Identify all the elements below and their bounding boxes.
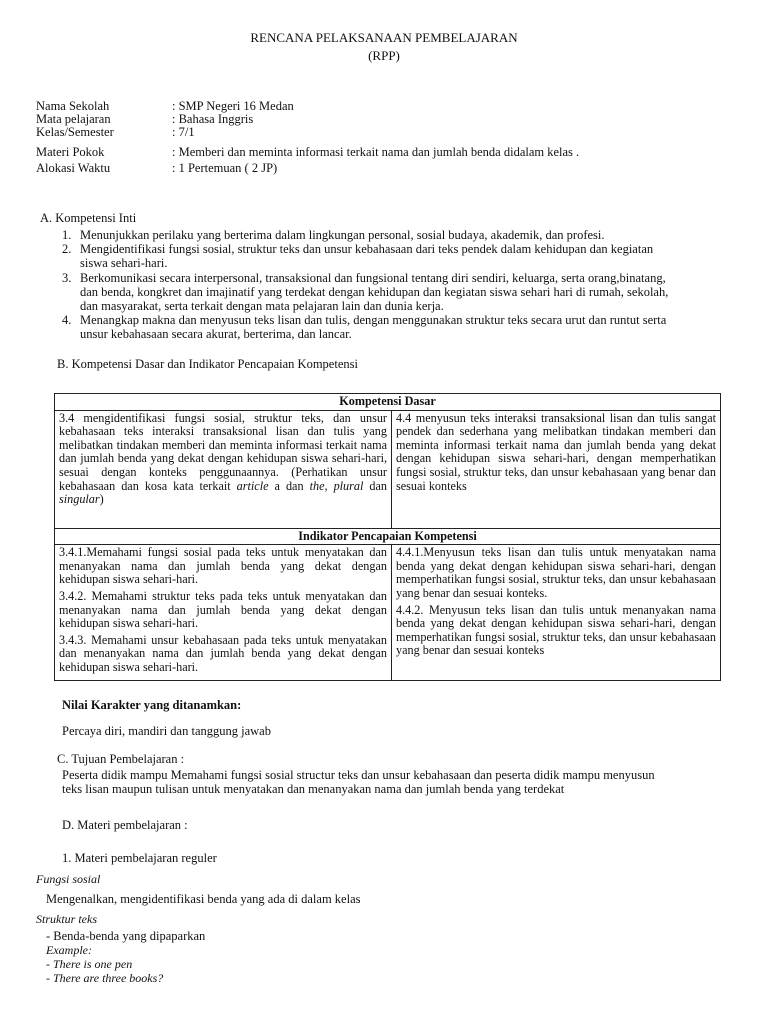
tujuan-line-2: teks lisan maupun tulisan untuk menyatakan dan menanyakan nama dan jumlah benda yang terdekat bbox=[62, 782, 565, 796]
ki-number: 4. bbox=[62, 313, 72, 328]
kd-text-a-dan: a dan bbox=[268, 478, 310, 493]
identity-value-materi: : Memberi dan meminta informasi terkait nama dan jumlah benda didalam kelas . bbox=[172, 145, 580, 159]
ki-item-2 bbox=[62, 242, 742, 270]
kd-text-comma: , bbox=[324, 478, 334, 493]
kd-header: Kompetensi Dasar bbox=[55, 394, 721, 411]
struktur-item: - Benda-benda yang dipaparkan bbox=[46, 929, 206, 943]
identity-value-sekolah: : SMP Negeri 16 Medan bbox=[172, 99, 294, 113]
kd-term-the: the bbox=[309, 478, 325, 493]
identity-label-mapel: Mata pelajaran bbox=[36, 112, 111, 126]
kd-term-singular: singular bbox=[59, 492, 100, 507]
ipk-left-cell bbox=[55, 545, 392, 681]
materi-reguler: 1. Materi pembelajaran reguler bbox=[62, 851, 217, 865]
ki-item-4 bbox=[62, 313, 742, 341]
document-title: RENCANA PELAKSANAAN PEMBELAJARAN bbox=[250, 30, 518, 45]
kompetensi-inti-list bbox=[62, 228, 742, 342]
ki-number: 3. bbox=[62, 270, 72, 285]
section-a-heading: A. Kompetensi Inti bbox=[40, 211, 137, 225]
kompetensi-table bbox=[54, 393, 721, 681]
identity-label-kelas: Kelas/Semester bbox=[36, 125, 114, 139]
kd-term-plural: plural bbox=[333, 478, 364, 493]
ki-line: dan benda, kongkret dan imajinatif yang terdekat dengan kehidupan dan kegiatan siswa sehari hari di rumah, sekolah, bbox=[80, 284, 669, 299]
ki-line: Menangkap makna dan menyusun teks lisan dan tulis, dengan menggunakan struktur teks secara urut dan runtut serta bbox=[80, 313, 667, 328]
example-label: Example: bbox=[46, 943, 92, 957]
kd-left-text: 3.4 mengidentifikasi fungsi sosial, struktur teks, dan unsur kebahasaan teks interaksi transaksional lisan dan tulis yang melibatkan tindakan memberi dan meminta informasi terkait nama dan jumlah benda yang dekat dengan kehidupan siswa sehari-hari, sesuai dengan konteks penggunaannya. (Perhatikan unsur kebahasaan dan kosa kata terkait bbox=[59, 410, 387, 493]
kd-text-dan: dan bbox=[363, 478, 387, 493]
ipk-header: Indikator Pencapaian Kompetensi bbox=[55, 528, 721, 545]
identity-value-alokasi: : 1 Pertemuan ( 2 JP) bbox=[172, 161, 278, 175]
identity-label-materi: Materi Pokok bbox=[36, 145, 105, 159]
ipk-item-3-4-3: 3.4.3. Memahami unsur kebahasaan pada teks untuk menyatakan dan menanyakan nama dan jumlah benda yang dekat dengan kehidupan siswa sehari-hari. bbox=[59, 632, 387, 674]
kd-right-cell: 4.4 menyusun teks interaksi transaksional lisan dan tulis sangat pendek dan sederhana yang melibatkan tindakan memberi dan meminta informasi terkait nama dan jumlah benda yang dekat dengan kehidupan siswa sehari-hari, dengan memperhatikan fungsi sosial, struktur teks, dan unsur kebahasaan yang benar dan sesuai konteks bbox=[392, 410, 721, 528]
ipk-item-3-4-2: 3.4.2. Memahami struktur teks pada teks untuk menyatakan dan menanyakan nama dan jumlah benda yang dekat dengan kehidupan siswa sehari-hari. bbox=[59, 588, 387, 631]
identity-value-kelas: : 7/1 bbox=[172, 125, 195, 139]
ki-line: siswa sehari-hari. bbox=[80, 256, 168, 271]
kd-left-cell bbox=[55, 410, 392, 528]
ki-line: Mengidentifikasi fungsi sosial, struktur teks dan unsur kebahasaan dari teks pendek dalam kehidupan dan kegiatan bbox=[80, 242, 654, 257]
ki-number: 2. bbox=[62, 242, 72, 257]
tujuan-line-1: Peserta didik mampu Memahami fungsi sosial structur teks dan unsur kebahasaan dan peserta didik mampu menyusun bbox=[62, 768, 655, 782]
fungsi-sosial-label: Fungsi sosial bbox=[36, 872, 101, 886]
ki-line: Menunjukkan perilaku yang berterima dalam lingkungan personal, sosial budaya, akademik, dan profesi. bbox=[80, 228, 605, 242]
example-1: - There is one pen bbox=[46, 957, 133, 971]
kd-term-article: article bbox=[236, 478, 269, 493]
karakter-heading: Nilai Karakter yang ditanamkan: bbox=[62, 698, 242, 712]
identity-label-sekolah: Nama Sekolah bbox=[36, 99, 110, 113]
struktur-teks-label: Struktur teks bbox=[36, 912, 97, 926]
identity-label-alokasi: Alokasi Waktu bbox=[36, 161, 111, 175]
document-subtitle: (RPP) bbox=[368, 48, 400, 63]
ki-line: Berkomunikasi secara interpersonal, transaksional dan fungsional tentang diri sendiri, keluarga, serta orang,binatang, bbox=[80, 270, 666, 285]
section-c-heading: C. Tujuan Pembelajaran : bbox=[57, 752, 185, 766]
karakter-text: Percaya diri, mandiri dan tanggung jawab bbox=[62, 724, 271, 738]
fungsi-sosial-text: Mengenalkan, mengidentifikasi benda yang ada di dalam kelas bbox=[46, 892, 361, 906]
section-b-heading: B. Kompetensi Dasar dan Indikator Pencapaian Kompetensi bbox=[57, 357, 358, 371]
ki-item-1 bbox=[62, 228, 742, 242]
ipk-item-4-4-1: 4.4.1.Menyusun teks lisan dan tulis untuk menyatakan nama benda yang dekat dengan kehidupan siswa sehari-hari, dengan memperhatikan fungsi sosial, struktur teks, dan unsur kebahasaan yang benar dan sesuai konteks. bbox=[396, 545, 717, 600]
example-2: - There are three books? bbox=[46, 971, 164, 985]
ipk-item-3-4-1: 3.4.1.Memahami fungsi sosial pada teks untuk menyatakan dan menanyakan nama dan jumlah benda yang dekat dengan kehidupan siswa sehari-hari. bbox=[59, 545, 387, 587]
identity-value-mapel: : Bahasa Inggris bbox=[172, 112, 254, 126]
ki-line: dan masyarakat, serta terkait dengan mata pelajaran lain dan dunia kerja. bbox=[80, 299, 444, 314]
ki-line: unsur kebahasaan secara akurat, berterima, dan lancar. bbox=[80, 327, 352, 342]
kd-text-close: ) bbox=[99, 492, 104, 507]
ki-number: 1. bbox=[62, 228, 72, 242]
section-d-heading: D. Materi pembelajaran : bbox=[62, 818, 188, 832]
ipk-item-4-4-2: 4.4.2. Menyusun teks lisan dan tulis untuk menanyakan nama benda yang dekat dengan kehidupan siswa sehari-hari, dengan memperhatikan fungsi sosial, struktur teks, dan unsur kebahasaan yang benar dan sesuai konteks bbox=[396, 602, 717, 658]
ipk-right-cell bbox=[392, 545, 721, 681]
ki-item-3 bbox=[62, 271, 742, 314]
